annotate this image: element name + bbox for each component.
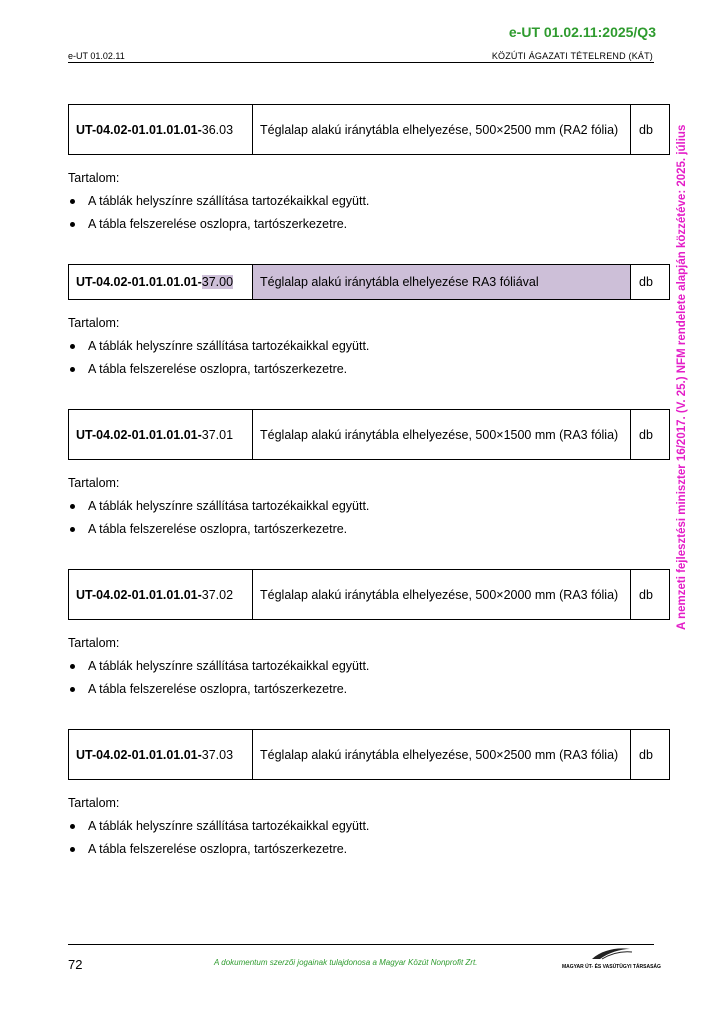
item-entry (68, 104, 670, 240)
item-table (68, 409, 670, 460)
item-description: Téglalap alakú iránytábla elhelyezése, 500×2500 mm (RA2 fólia) (253, 105, 631, 155)
content-list (68, 659, 670, 697)
list-item (68, 499, 670, 514)
list-item-text: A tábla felszerelése oszlopra, tartószerkezetre. (88, 217, 348, 231)
list-item-text: A táblák helyszínre szállítása tartozékaikkal együtt. (88, 339, 370, 353)
item-table (68, 264, 670, 300)
side-note: A nemzeti fejlesztési miniszter 16/2017. (V. 25.) NFM rendelete alapján közzétéve: 2025. július (676, 124, 688, 630)
item-entry (68, 409, 670, 545)
item-description: Téglalap alakú iránytábla elhelyezése, 500×1500 mm (RA3 fólia) (253, 410, 631, 460)
list-item-text: A tábla felszerelése oszlopra, tartószerkezetre. (88, 842, 348, 856)
list-item (68, 362, 670, 377)
item-table (68, 104, 670, 155)
item-entry (68, 569, 670, 705)
document-code: e-UT 01.02.11:2025/Q3 (508, 24, 656, 40)
list-item-text: A tábla felszerelése oszlopra, tartószerkezetre. (88, 522, 348, 536)
content-list (68, 194, 670, 232)
header-left: e-UT 01.02.11 (68, 51, 125, 61)
item-code-suffix: 37.03 (201, 747, 234, 762)
item-code-prefix: UT-04.02-01.01.01.01- (76, 275, 202, 289)
item-code-suffix: 37.01 (201, 427, 234, 442)
logo-text: MAGYAR ÚT- ÉS VASÚTÜGYI TÁRSASÁG (562, 964, 661, 970)
bullet-icon (70, 199, 75, 204)
bullet-icon (70, 664, 75, 669)
list-item-text: A táblák helyszínre szállítása tartozékaikkal együtt. (88, 194, 370, 208)
list-item (68, 522, 670, 537)
item-code-prefix: UT-04.02-01.01.01.01- (76, 587, 202, 602)
bullet-icon (70, 504, 75, 509)
item-entry (68, 729, 670, 865)
item-table (68, 569, 670, 620)
header-rule (68, 62, 654, 63)
list-item-text: A tábla felszerelése oszlopra, tartószerkezetre. (88, 682, 348, 696)
bullet-icon (70, 847, 75, 852)
bullet-icon (70, 687, 75, 692)
content-label: Tartalom: (68, 796, 120, 810)
list-item (68, 217, 670, 232)
item-code-prefix: UT-04.02-01.01.01.01- (76, 122, 202, 137)
item-code (69, 105, 253, 155)
bullet-icon (70, 527, 75, 532)
list-item-text: A táblák helyszínre szállítása tartozékaikkal együtt. (88, 819, 370, 833)
list-item (68, 819, 670, 834)
content-label: Tartalom: (68, 171, 120, 185)
copyright-notice: A dokumentum szerzői jogainak tulajdonosa a Magyar Közút Nonprofit Zrt. (214, 958, 478, 967)
item-code (69, 570, 253, 620)
list-item (68, 682, 670, 697)
list-item-text: A táblák helyszínre szállítása tartozékaikkal együtt. (88, 499, 370, 513)
item-unit: db (631, 570, 670, 620)
item-unit: db (631, 105, 670, 155)
list-item (68, 194, 670, 209)
item-code (69, 410, 253, 460)
list-item (68, 339, 670, 354)
content-list (68, 499, 670, 537)
item-unit: db (631, 730, 670, 780)
item-table (68, 729, 670, 780)
item-code (69, 730, 253, 780)
header-right: KÖZÚTI ÁGAZATI TÉTELREND (KÁT) (491, 51, 653, 61)
content-label: Tartalom: (68, 636, 120, 650)
item-code-suffix: 37.02 (201, 587, 234, 602)
list-item (68, 659, 670, 674)
bullet-icon (70, 344, 75, 349)
item-description: Téglalap alakú iránytábla elhelyezése RA3 fóliával (253, 265, 631, 300)
item-unit: db (631, 265, 670, 300)
bullet-icon (70, 222, 75, 227)
item-code-prefix: UT-04.02-01.01.01.01- (76, 427, 202, 442)
list-item (68, 842, 670, 857)
list-item-text: A táblák helyszínre szállítása tartozékaikkal együtt. (88, 659, 370, 673)
footer-rule (68, 944, 654, 945)
company-logo (562, 946, 661, 970)
list-item-text: A tábla felszerelése oszlopra, tartószerkezetre. (88, 362, 348, 376)
content-label: Tartalom: (68, 316, 120, 330)
item-description: Téglalap alakú iránytábla elhelyezése, 500×2000 mm (RA3 fólia) (253, 570, 631, 620)
item-unit: db (631, 410, 670, 460)
item-entry (68, 264, 670, 385)
item-description: Téglalap alakú iránytábla elhelyezése, 500×2500 mm (RA3 fólia) (253, 730, 631, 780)
item-code-suffix: 36.03 (201, 122, 234, 137)
bullet-icon (70, 824, 75, 829)
content-label: Tartalom: (68, 476, 120, 490)
page-number: 72 (68, 957, 83, 972)
content-list (68, 339, 670, 377)
item-code (69, 265, 253, 300)
item-code-prefix: UT-04.02-01.01.01.01- (76, 747, 202, 762)
content-list (68, 819, 670, 857)
bullet-icon (70, 367, 75, 372)
logo-swoosh-icon (562, 946, 656, 962)
item-code-suffix: 37.00 (201, 275, 234, 289)
